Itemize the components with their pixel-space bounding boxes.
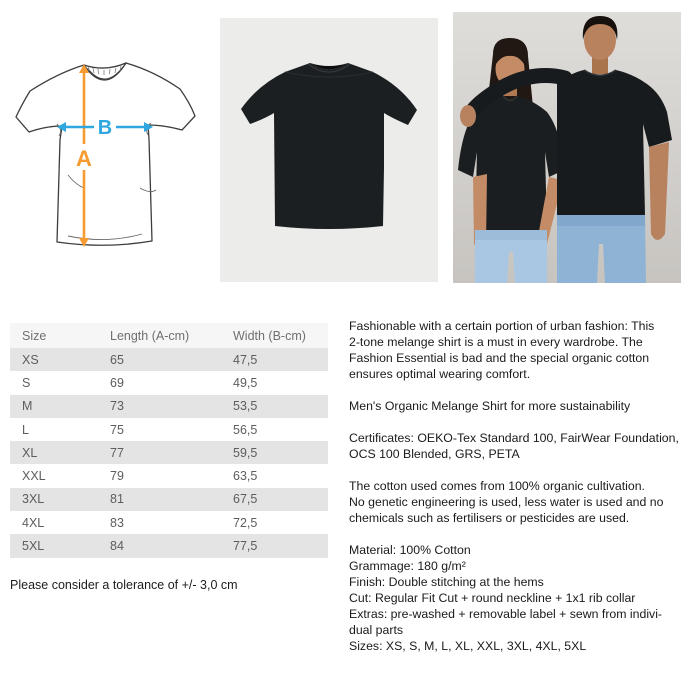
table-row bbox=[10, 511, 328, 534]
size-cell: XS bbox=[22, 352, 39, 367]
length-cell: 81 bbox=[110, 492, 124, 507]
length-cell: 75 bbox=[110, 422, 124, 437]
tolerance-note: Please consider a tolerance of +/- 3,0 cm bbox=[10, 578, 238, 592]
description-line: Material: 100% Cotton bbox=[349, 543, 471, 557]
description-line: dual parts bbox=[349, 623, 404, 637]
width-cell: 49,5 bbox=[233, 375, 258, 390]
column-header-length: Length (A-cm) bbox=[110, 328, 190, 343]
width-cell: 59,5 bbox=[233, 445, 258, 460]
width-cell: 56,5 bbox=[233, 422, 258, 437]
table-row bbox=[10, 464, 328, 487]
column-header-size: Size bbox=[22, 328, 47, 343]
table-row bbox=[10, 488, 328, 511]
length-cell: 83 bbox=[110, 515, 124, 530]
label-A: A bbox=[76, 146, 92, 171]
description-line: The cotton used comes from 100% organic cultivation. bbox=[349, 479, 645, 493]
description-line: chemicals such as fertilisers or pesticides are used. bbox=[349, 511, 630, 525]
length-cell: 69 bbox=[110, 375, 124, 390]
description-line: Fashion Essential is bad and the special organic cotton bbox=[349, 351, 650, 365]
size-table-header bbox=[10, 323, 328, 348]
width-cell: 72,5 bbox=[233, 515, 258, 530]
description-line: Men's Organic Melange Shirt for more sustainability bbox=[349, 399, 631, 413]
hand-on-shoulder bbox=[460, 105, 476, 127]
size-cell: L bbox=[22, 422, 29, 437]
description-line: No genetic engineering is used, less water is used and no bbox=[349, 495, 664, 509]
table-row bbox=[10, 441, 328, 464]
length-cell: 77 bbox=[110, 445, 124, 460]
description-line: Finish: Double stitching at the hems bbox=[349, 575, 544, 589]
size-cell: S bbox=[22, 375, 31, 390]
length-cell: 79 bbox=[110, 469, 124, 484]
column-header-width: Width (B-cm) bbox=[233, 328, 306, 343]
table-row bbox=[10, 371, 328, 394]
label-B: B bbox=[97, 117, 113, 139]
description-paragraph bbox=[349, 478, 679, 526]
size-cell: XL bbox=[22, 445, 38, 460]
width-cell: 63,5 bbox=[233, 469, 258, 484]
description-paragraph bbox=[349, 430, 679, 462]
size-cell: 3XL bbox=[22, 492, 45, 507]
size-table bbox=[10, 323, 328, 558]
size-measurement-diagram bbox=[8, 20, 203, 268]
length-cell: 84 bbox=[110, 539, 124, 554]
size-cell: XXL bbox=[22, 469, 46, 484]
description-paragraph bbox=[349, 542, 679, 654]
description-line: Sizes: XS, S, M, L, XL, XXL, 3XL, 4XL, 5XL bbox=[349, 639, 587, 653]
black-tshirt-image bbox=[220, 18, 438, 282]
table-row bbox=[10, 348, 328, 371]
product-photo-flat-shirt bbox=[220, 18, 438, 282]
models-photo bbox=[453, 12, 681, 283]
width-cell: 53,5 bbox=[233, 399, 258, 414]
size-cell: M bbox=[22, 399, 33, 414]
product-description bbox=[349, 318, 679, 670]
length-cell: 65 bbox=[110, 352, 124, 367]
description-line: Cut: Regular Fit Cut + round neckline + 1x1 rib collar bbox=[349, 591, 636, 605]
description-paragraph bbox=[349, 318, 679, 382]
size-cell: 4XL bbox=[22, 515, 45, 530]
width-cell: 67,5 bbox=[233, 492, 258, 507]
description-line: Fashionable with a certain portion of urban fashion: This bbox=[349, 319, 655, 333]
size-table-body bbox=[10, 348, 328, 558]
description-line: OCS 100 Blended, GRS, PETA bbox=[349, 447, 520, 461]
description-paragraph bbox=[349, 398, 679, 414]
width-cell: 47,5 bbox=[233, 352, 258, 367]
width-cell: 77,5 bbox=[233, 539, 258, 554]
table-row bbox=[10, 534, 328, 557]
description-line: Certificates: OEKO-Tex Standard 100, FairWear Foundation, bbox=[349, 431, 679, 445]
size-cell: 5XL bbox=[22, 539, 45, 554]
description-line: Extras: pre-washed + removable label + sewn from indivi- bbox=[349, 607, 663, 621]
table-row bbox=[10, 418, 328, 441]
two-models-wearing-black-tshirts bbox=[453, 12, 681, 283]
length-cell: 73 bbox=[110, 399, 124, 414]
table-row bbox=[10, 395, 328, 418]
description-line: 2-tone melange shirt is a must in every wardrobe. The bbox=[349, 335, 643, 349]
description-line: ensures optimal wearing comfort. bbox=[349, 367, 531, 381]
description-line: Grammage: 180 g/m² bbox=[349, 559, 466, 573]
tshirt-line-drawing bbox=[8, 20, 203, 268]
